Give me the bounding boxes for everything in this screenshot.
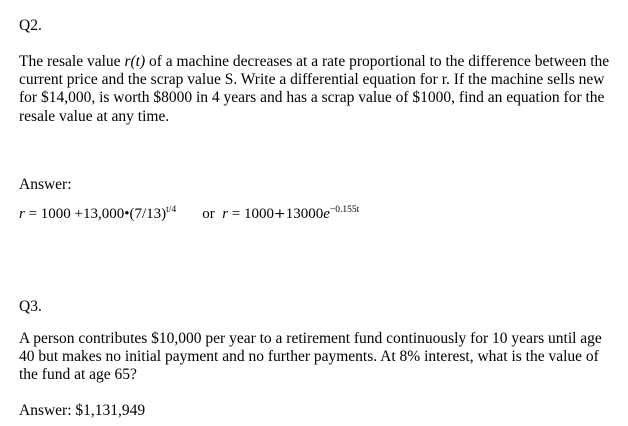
- formula-2-variable: r: [222, 206, 229, 222]
- question-2-text-start: The resale value: [19, 53, 125, 70]
- question-3-text: A person contributes $10,000 per year to a retirement fund continuously for 10 years until age 40 but makes no initial payment and no further payments. At 8% interest, what is the value of the fund at age 65?: [19, 330, 602, 384]
- question-2-answer-label: Answer:: [19, 176, 72, 193]
- formula-1-body: = 1000 +13,000•(7/13): [24, 206, 167, 222]
- question-2-text-rest: of a machine decreases at a rate proportional to the difference between the current price and the scrap value S. Write a differential equation for r. If the machine sells new for $14,000, is worth $8000 in 4 years and has a scrap value of $1000, find an equation for the resale value at any time.: [19, 53, 610, 125]
- question-2-label: Q2.: [19, 17, 42, 34]
- answer-formula: [19, 205, 359, 223]
- question-3-label: Q3.: [19, 298, 42, 315]
- formula-2-coefficient: 13000: [285, 206, 324, 222]
- question-2-text: [19, 53, 619, 126]
- formula-2-plus: +: [274, 206, 286, 222]
- formula-2-euler: e: [323, 206, 330, 222]
- formula-2-constant: 1000: [244, 206, 275, 222]
- formula-1-variable: r: [19, 206, 25, 222]
- question-3-answer: Answer: $1,131,949: [19, 402, 146, 419]
- formula-2-exponent: −0.155t: [329, 205, 360, 215]
- formula-1-exponent: t/4: [166, 205, 177, 215]
- resale-value-variable: r(t): [124, 53, 146, 70]
- formula-2-equals: =: [228, 206, 245, 222]
- formula-connector: or: [202, 206, 215, 222]
